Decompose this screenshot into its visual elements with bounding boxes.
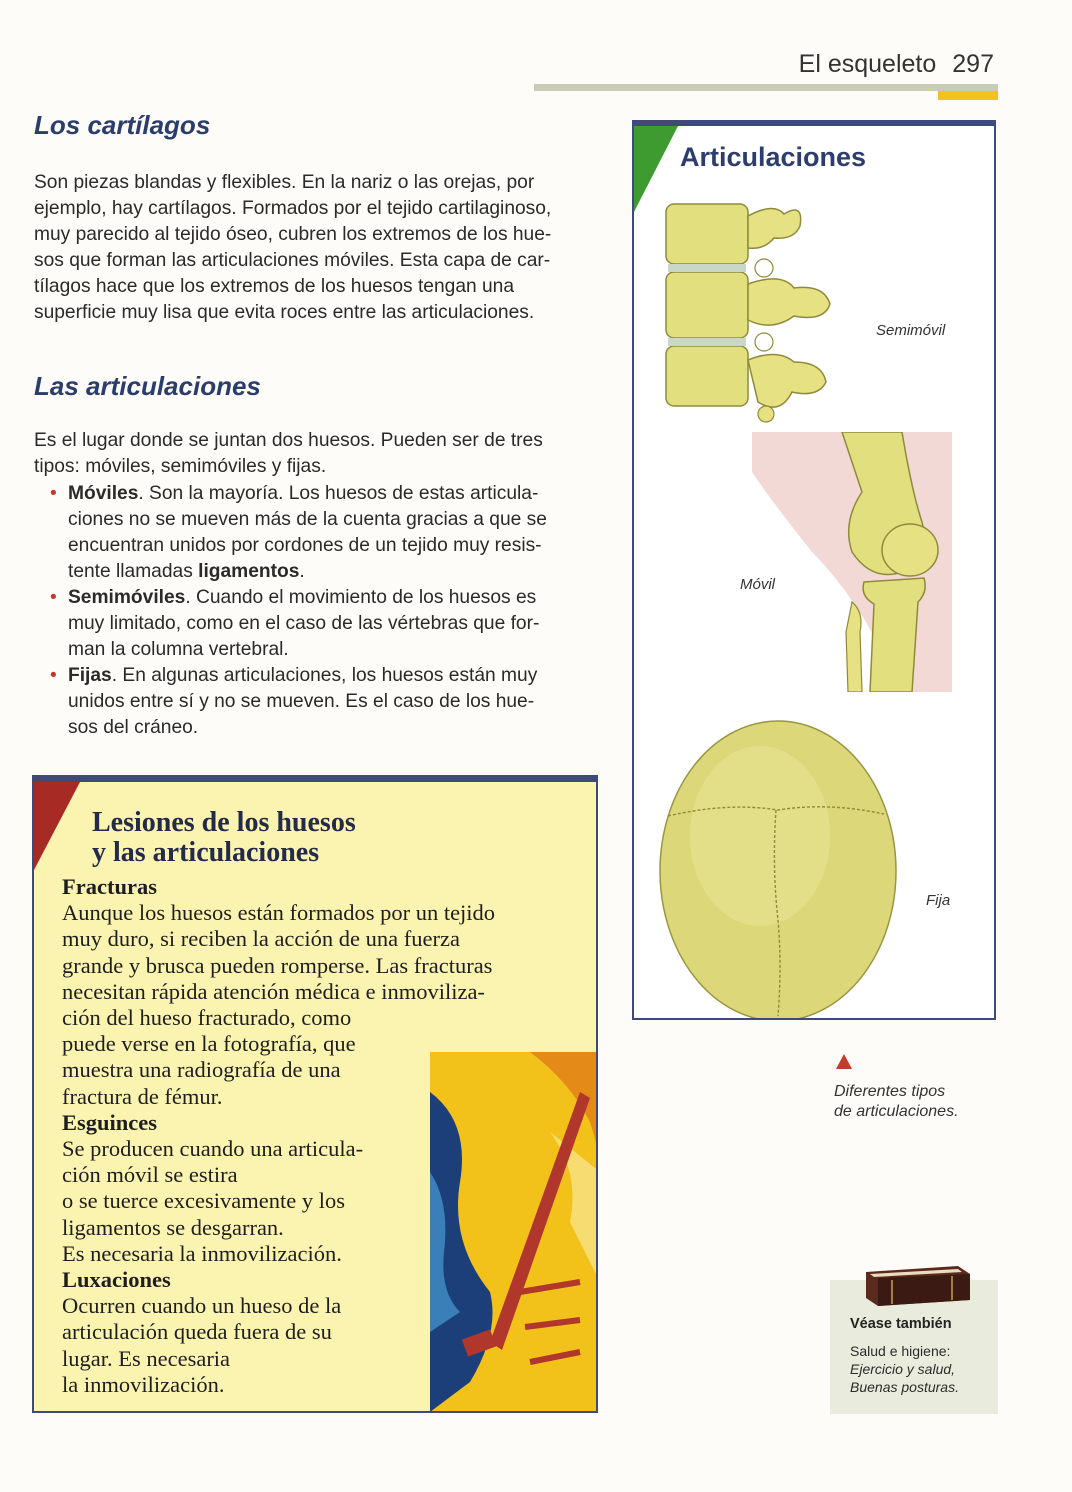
figure-caption bbox=[834, 1082, 959, 1122]
cartilagos-heading: Los cartílagos bbox=[34, 110, 211, 140]
text-line: Son piezas blandas y flexibles. En la nariz o las orejas, por bbox=[34, 172, 535, 193]
knee-illustration bbox=[752, 432, 952, 692]
term-semimoviles: Semimóviles bbox=[68, 587, 186, 608]
book-icon bbox=[862, 1262, 972, 1308]
page-number: 297 bbox=[952, 50, 994, 78]
text-line: tipos: móviles, semimóviles y fijas. bbox=[34, 456, 327, 477]
header-accent-bar bbox=[938, 91, 998, 100]
caption-line: de articulaciones. bbox=[834, 1103, 959, 1120]
see-also-title: Véase también bbox=[850, 1316, 952, 1332]
section-title: El esqueleto bbox=[798, 50, 937, 78]
text-line: sos del cráneo. bbox=[68, 717, 199, 738]
fracturas-heading: Fracturas bbox=[62, 874, 157, 899]
header-rule bbox=[534, 84, 998, 91]
bullet-icon: • bbox=[50, 483, 57, 504]
label-fija: Fija bbox=[926, 892, 951, 909]
text-line: superficie muy lisa que evita roces entre las articulaciones. bbox=[34, 302, 535, 323]
articulaciones-panel bbox=[632, 120, 996, 1020]
label-semimovil: Semimóvil bbox=[876, 322, 946, 339]
luxaciones-heading: Luxaciones bbox=[62, 1267, 171, 1293]
see-also-body bbox=[850, 1342, 959, 1396]
callout-title-line: Lesiones de los huesos bbox=[92, 807, 356, 838]
text-line: ciones no se mueven más de la cuenta gracias a que se bbox=[68, 509, 547, 530]
text-line: man la columna vertebral. bbox=[68, 639, 289, 660]
skull-illustration bbox=[648, 706, 908, 1020]
callout-title-line: y las articulaciones bbox=[92, 837, 320, 868]
text-line: unidos entre sí y no se mueven. Es el caso de los hue- bbox=[68, 691, 535, 712]
text-line: Se producen cuando una articula- bbox=[62, 1136, 364, 1162]
page-header bbox=[799, 50, 994, 79]
articulaciones-intro bbox=[34, 428, 598, 480]
text-line: . Son la mayoría. Los huesos de estas articula- bbox=[138, 483, 539, 504]
bullet-icon: • bbox=[50, 665, 57, 686]
text-line: ligamentos se desgarran. bbox=[62, 1214, 284, 1240]
text-line: la inmovilización. bbox=[62, 1371, 225, 1397]
text-line: . Cuando el movimiento de los huesos es bbox=[185, 587, 537, 608]
xray-photo bbox=[430, 1052, 598, 1412]
text-line: articulación queda fuera de su bbox=[62, 1319, 332, 1345]
label-movil: Móvil bbox=[740, 576, 776, 593]
text-line: Aunque los huesos están formados por un tejido bbox=[62, 900, 496, 926]
text-line: muestra una radiografía de una bbox=[62, 1057, 341, 1083]
text-line: lugar. Es necesaria bbox=[62, 1345, 231, 1371]
list-item-moviles bbox=[36, 481, 598, 585]
esguinces-heading: Esguinces bbox=[62, 1109, 158, 1135]
text-line: Es el lugar donde se juntan dos huesos. Pueden ser de tres bbox=[34, 430, 543, 451]
text-line: sos que forman las articulaciones móviles. Esta capa de car- bbox=[34, 250, 551, 271]
cartilagos-paragraph bbox=[34, 170, 598, 326]
see-also-line: Salud e higiene: bbox=[850, 1343, 951, 1359]
callout-corner-triangle bbox=[34, 782, 80, 870]
text-line: muy limitado, como en el caso de las vértebras que for- bbox=[68, 613, 540, 634]
text-line: ción móvil se estira bbox=[62, 1162, 238, 1188]
caption-line: Diferentes tipos bbox=[834, 1083, 946, 1100]
text-line: grande y brusca pueden romperse. Las fracturas bbox=[62, 952, 493, 978]
term-moviles: Móviles bbox=[68, 483, 139, 504]
text-line: ejemplo, hay cartílagos. Formados por el tejido cartilaginoso, bbox=[34, 198, 552, 219]
joint-types-list bbox=[36, 481, 598, 741]
text-line: fractura de fémur. bbox=[62, 1083, 223, 1109]
text-line: Es necesaria la inmovilización. bbox=[62, 1240, 342, 1266]
text-line: necesitan rápida atención médica e inmoviliza- bbox=[62, 978, 485, 1004]
text-line: puede verse en la fotografía, que bbox=[62, 1031, 356, 1057]
callout-title bbox=[92, 808, 356, 868]
text-line: tílagos hace que los extremos de los huesos tengan una bbox=[34, 276, 515, 297]
text-line: o se tuerce excesivamente y los bbox=[62, 1188, 346, 1214]
term-ligamentos: ligamentos bbox=[198, 561, 300, 582]
term-fijas: Fijas bbox=[68, 665, 112, 686]
lesiones-callout bbox=[32, 775, 598, 1413]
list-item-semimoviles bbox=[36, 585, 598, 663]
vertebrae-illustration bbox=[654, 192, 854, 424]
articulaciones-heading: Las articulaciones bbox=[34, 371, 261, 401]
text-line: Ocurren cuando un hueso de la bbox=[62, 1293, 342, 1319]
text-line: encuentran unidos por cordones de un tejido muy resis- bbox=[68, 535, 542, 556]
text-line: ción del hueso fracturado, como bbox=[62, 1005, 352, 1031]
text-line: tente llamadas ligamentos. bbox=[68, 561, 305, 582]
see-also-link[interactable]: Ejercicio y salud, bbox=[850, 1361, 956, 1377]
caption-triangle-icon bbox=[836, 1054, 852, 1069]
bullet-icon: • bbox=[50, 587, 57, 608]
text-line: muy duro, si reciben la acción de una fuerza bbox=[62, 926, 460, 952]
panel-title: Articulaciones bbox=[680, 142, 867, 172]
text-line: . En algunas articulaciones, los huesos están muy bbox=[111, 665, 538, 686]
text-line: muy parecido al tejido óseo, cubren los extremos de los hue- bbox=[34, 224, 552, 245]
see-also-link[interactable]: Buenas posturas. bbox=[850, 1379, 959, 1395]
list-item-fijas bbox=[36, 663, 598, 741]
